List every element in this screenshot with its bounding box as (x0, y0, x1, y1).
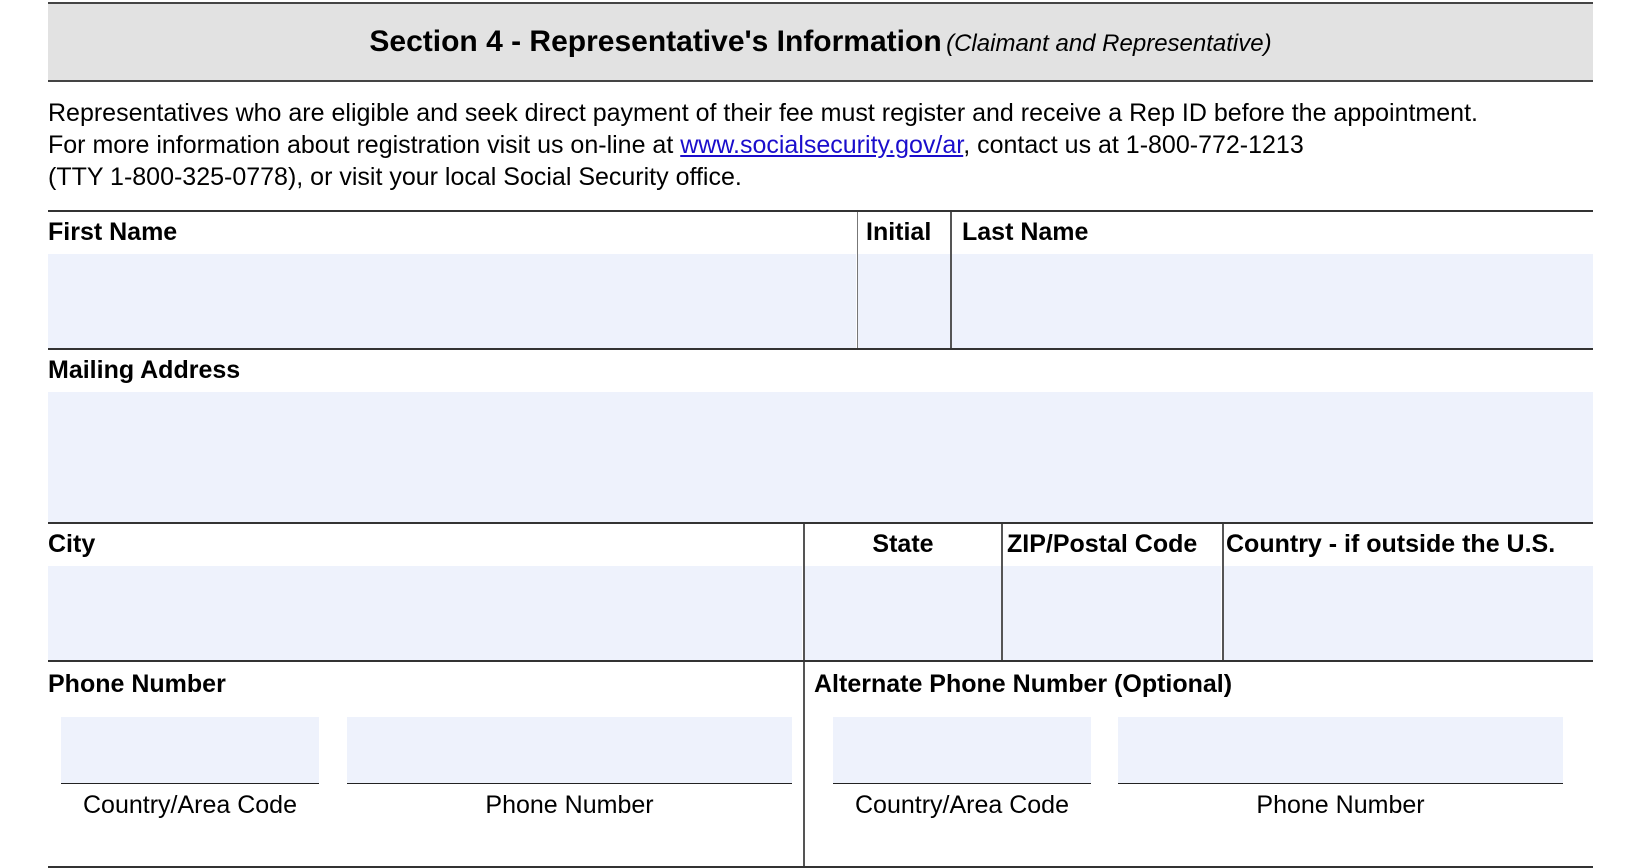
divider (347, 783, 792, 784)
phone-area-code-field[interactable] (61, 717, 319, 783)
divider (1001, 524, 1003, 660)
alt-phone-number-caption: Phone Number (1256, 791, 1425, 819)
intro-line-2 (48, 129, 1478, 161)
city-label: City (48, 530, 96, 558)
state-label: State (872, 530, 934, 558)
intro-text (48, 97, 1478, 193)
divider (48, 522, 1593, 524)
intro-line-2-end: , contact us at 1-800-772-1213 (963, 131, 1304, 159)
state-field[interactable] (805, 566, 1001, 660)
divider (48, 210, 1593, 212)
section-subtitle: (Claimant and Representative) (946, 30, 1272, 57)
initial-field[interactable] (858, 254, 950, 348)
mailing-address-label: Mailing Address (48, 356, 241, 384)
registration-link[interactable]: www.socialsecurity.gov/ar (680, 131, 964, 159)
phone-number-field[interactable] (347, 717, 792, 783)
zip-label: ZIP/Postal Code (1007, 530, 1198, 558)
divider (803, 662, 805, 867)
phone-number-caption: Phone Number (485, 791, 654, 819)
zip-field[interactable] (1003, 566, 1221, 660)
section-title: Section 4 - Representative's Information (369, 25, 942, 58)
alt-phone-label: Alternate Phone Number (Optional) (814, 670, 1233, 698)
country-field[interactable] (1224, 566, 1593, 660)
last-name-label: Last Name (962, 218, 1089, 246)
country-label: Country - if outside the U.S. (1226, 530, 1556, 558)
first-name-label: First Name (48, 218, 178, 246)
first-name-field[interactable] (48, 254, 856, 348)
intro-line-3: (TTY 1-800-325-0778), or visit your local Social Security office. (48, 163, 742, 191)
divider (48, 660, 1593, 662)
phone-label: Phone Number (48, 670, 226, 698)
area-code-caption: Country/Area Code (82, 791, 297, 819)
alt-area-code-caption: Country/Area Code (854, 791, 1069, 819)
divider (1118, 783, 1563, 784)
divider (1222, 524, 1224, 660)
mailing-address-field[interactable] (48, 392, 1593, 522)
divider (833, 783, 1091, 784)
divider (950, 212, 952, 348)
alt-phone-area-code-field[interactable] (833, 717, 1091, 783)
intro-line-1: Representatives who are eligible and seek direct payment of their fee must register and receive a Rep ID before the appointment. (48, 99, 1478, 127)
intro-line-2-start: For more information about registration visit us on-line at (48, 131, 681, 159)
initial-label: Initial (866, 218, 932, 246)
divider (857, 212, 858, 348)
divider (48, 348, 1593, 350)
section-header (48, 2, 1593, 82)
divider (61, 783, 319, 784)
last-name-field[interactable] (952, 254, 1593, 348)
divider (803, 524, 805, 660)
alt-phone-number-field[interactable] (1118, 717, 1563, 783)
city-field[interactable] (48, 566, 802, 660)
